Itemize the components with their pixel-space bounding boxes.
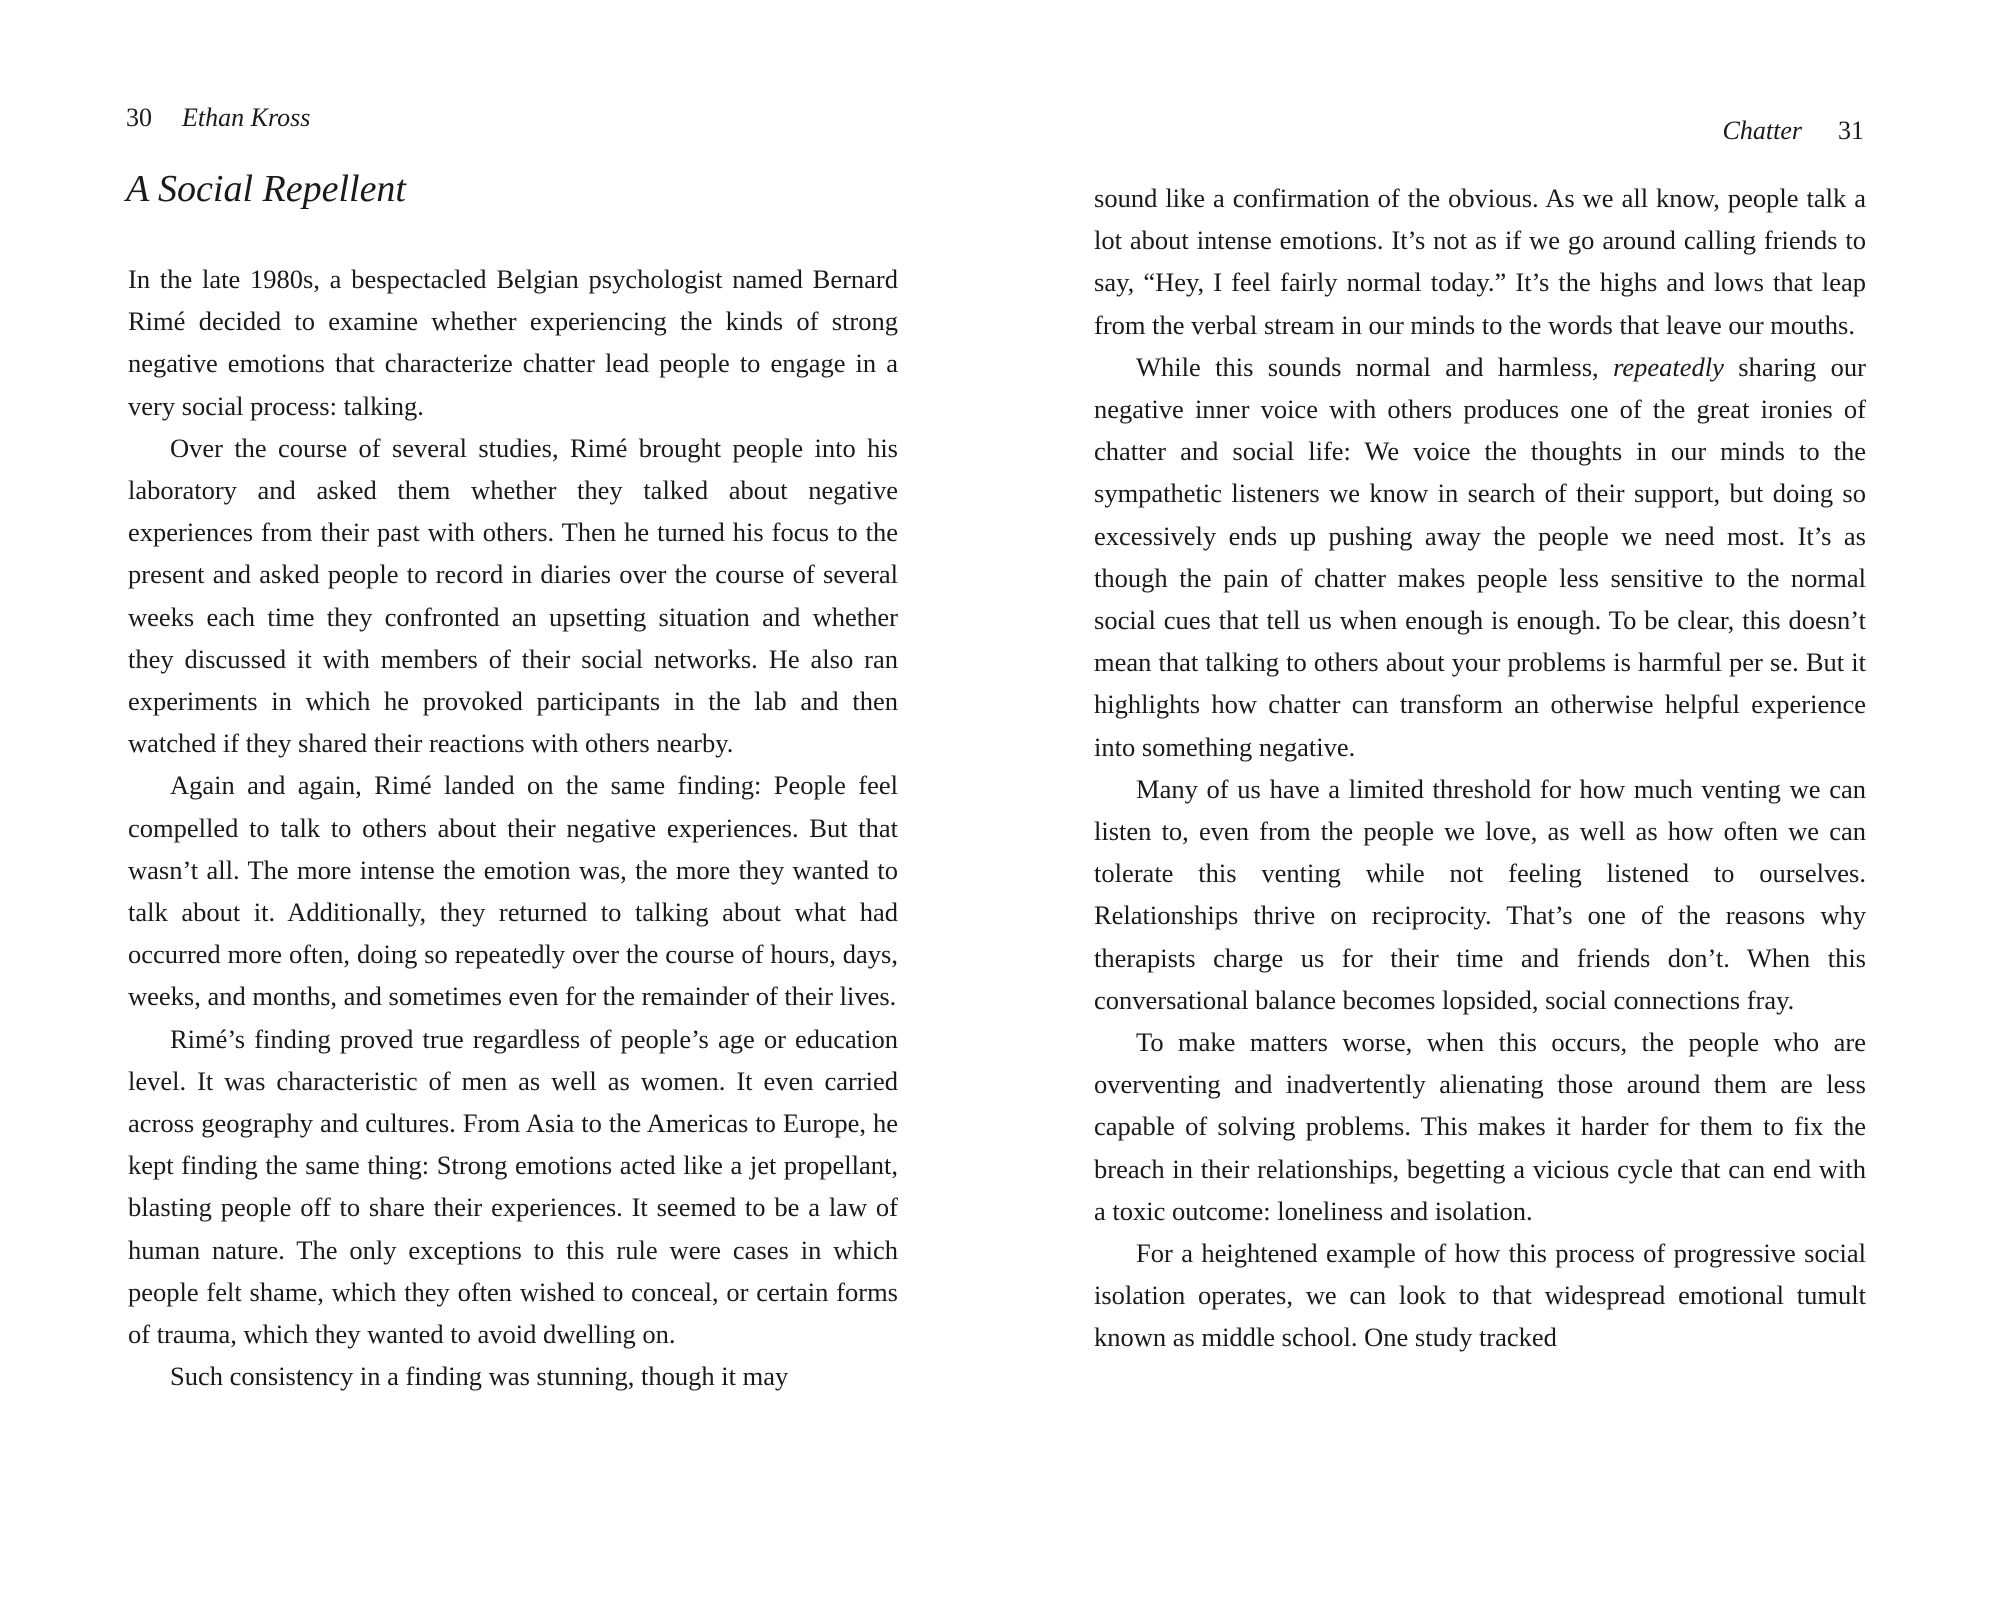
paragraph: In the late 1980s, a bespectacled Belgian psychologist named Bernard Rimé decided to examine whether experiencing the kinds of strong negative emotions that characterize chatter lead people to engage in a very social process: talking. — [128, 264, 898, 421]
left-page-number: 30 — [126, 103, 152, 132]
left-running-head — [126, 103, 310, 133]
paragraph: Again and again, Rimé landed on the same finding: People feel compelled to talk to others about their negative experiences. But that wasn’t all. The more intense the emotion was, the more they wanted to talk about it. Additionally, they returned to talking about what had occurred more often, doing so repeatedly over the course of hours, days, weeks, and months, and sometimes even for the remainder of their lives. — [128, 770, 898, 1012]
right-running-head — [1723, 116, 1864, 146]
emphasis-text: repeatedly — [1613, 351, 1724, 382]
right-page-number: 31 — [1838, 116, 1864, 145]
paragraph: sound like a confirmation of the obvious. As we all know, people talk a lot about intense emotions. It’s not as if we go around calling friends to say, “Hey, I feel fairly normal today.” It’s the highs and lows that leap from the verbal stream in our minds to the words that leave our mouths. — [1094, 183, 1866, 340]
book-title: Chatter — [1722, 116, 1802, 145]
paragraph: For a heightened example of how this process of progressive social isolation operates, we can look to that widespread emotional tumult known as middle school. One study tracked — [1094, 1238, 1866, 1353]
author-name: Ethan Kross — [182, 103, 311, 132]
paragraph-text: While this sounds normal and harmless, — [1136, 351, 1614, 382]
right-page — [1000, 0, 2000, 1617]
section-title: A Social Repellent — [126, 168, 406, 210]
paragraph: Over the course of several studies, Rimé brought people into his laboratory and asked them whether they talked about negative experiences from their past with others. Then he turned his focus to the present and asked people to record in diaries over the course of several weeks each time they confronted an upsetting situation and whether they discussed it with members of their social networks. He also ran experiments in which he provoked participants in the lab and then watched if they shared their reactions with others nearby. — [128, 432, 898, 759]
paragraph-text: sharing our negative inner voice with others produces one of the great ironies of chatter and social life: We voice the thoughts in our minds to the sympathetic listeners we know in search of their support, but doing so excessively ends up pushing away the people we need most. It’s as though the pain of chatter makes people less sensitive to the normal social cues that tell us when enough is enough. To be clear, this doesn’t mean that talking to others about your problems is harmful per se. But it highlights how chatter can transform an otherwise helpful experience into something negative. — [1094, 351, 1867, 762]
paragraph — [1094, 346, 1866, 768]
paragraph: Rimé’s finding proved true regardless of people’s age or education level. It was characteristic of men as well as women. It even carried across geography and cultures. From Asia to the Americas to Europe, he kept finding the same thing: Strong emotions acted like a jet propellant, blasting people off to share their experiences. It seemed to be a law of human nature. The only exceptions to this rule were cases in which people felt shame, which they often wished to conceal, or certain forms of trauma, which they wanted to avoid dwelling on. — [128, 1023, 898, 1350]
left-body-text — [128, 258, 898, 1397]
paragraph: To make matters worse, when this occurs, the people who are overventing and inadvertently alienating those around them are less capable of solving problems. This makes it harder for them to fix the breach in their relationships, begetting a vicious cycle that can end with a toxic outcome: loneliness and isolation. — [1094, 1027, 1866, 1226]
paragraph: Many of us have a limited threshold for how much venting we can listen to, even from the people we love, as well as how often we can tolerate this venting while not feeling listened to ourselves. Relationships thrive on reciprocity. That’s one of the reasons why therapists charge us for their time and friends don’t. When this conversational balance becomes lopsided, social connections fray. — [1094, 773, 1866, 1015]
right-body-text — [1094, 177, 1866, 1359]
paragraph: Such consistency in a finding was stunning, though it may — [170, 1361, 789, 1392]
